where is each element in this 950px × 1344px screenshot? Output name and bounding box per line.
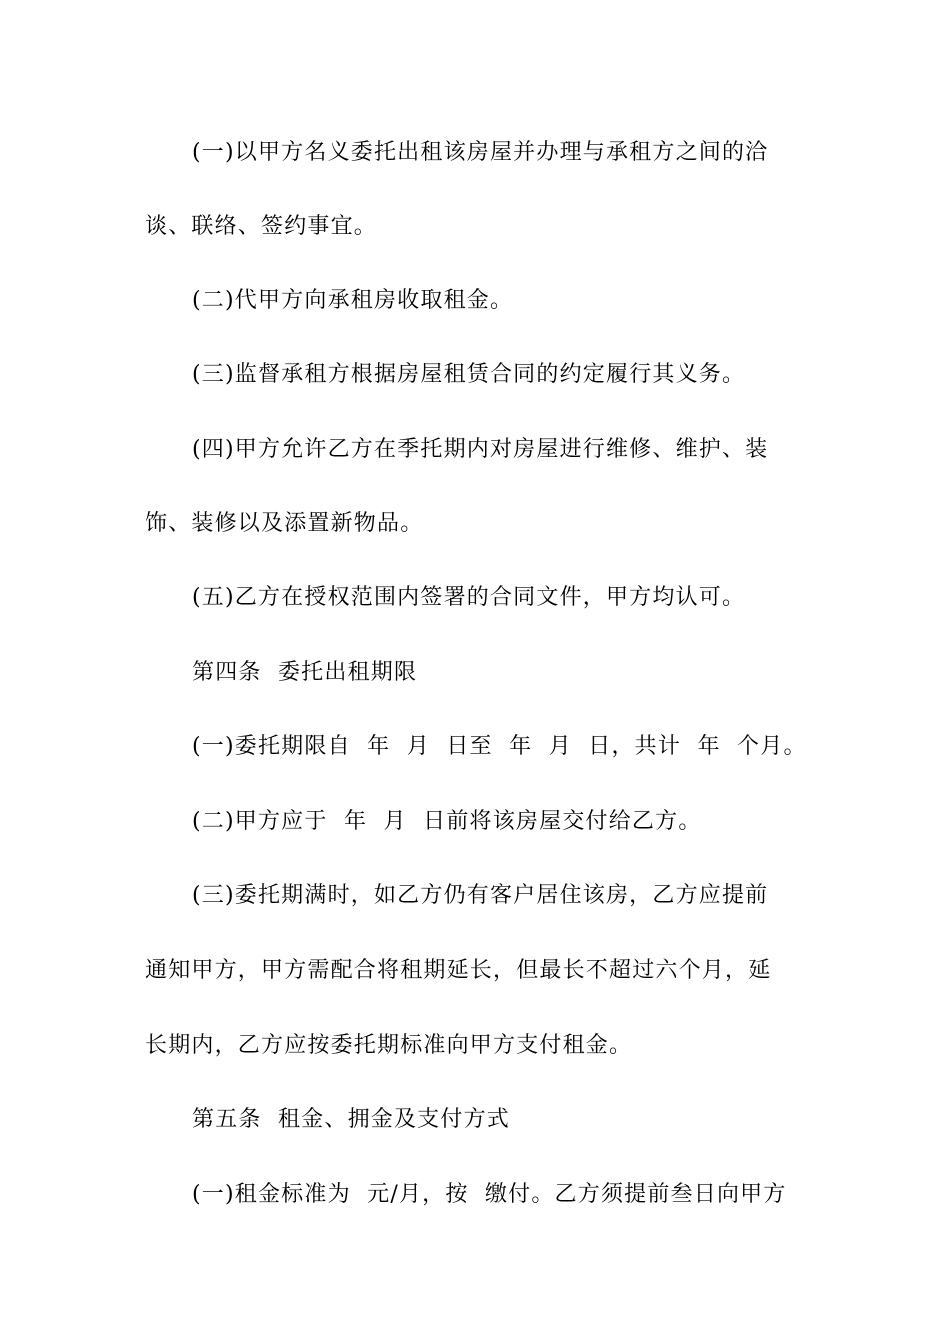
clause-5-item-1-line-1: (一)租金标准为 元/月，按 缴付。乙方须提前叁日向甲方 bbox=[192, 1182, 787, 1207]
clause-3-item-2: (二)代甲方向承租房收取租金。 bbox=[192, 288, 514, 313]
clause-3-item-1-line-1: (一)以甲方名义委托出租该房屋并办理与承租方之间的洽 bbox=[192, 140, 769, 165]
clause-3-item-4-line-2: 饰、装修以及添置新物品。 bbox=[145, 511, 424, 536]
clause-4-item-2: (二)甲方应于 年 月 日前将该房屋交付给乙方。 bbox=[192, 809, 702, 834]
clause-3-item-5: (五)乙方在授权范围内签署的合同文件，甲方均认可。 bbox=[192, 585, 746, 610]
clause-4-item-3-line-1: (三)委托期满时，如乙方仍有客户居住该房，乙方应提前 bbox=[192, 883, 769, 908]
clause-3-item-1-line-2: 谈、联络、签约事宜。 bbox=[145, 214, 378, 239]
clause-4-item-3-line-3: 长期内，乙方应按委托期标准向甲方支付租金。 bbox=[145, 1033, 633, 1058]
clause-4-heading: 第四条 委托出租期限 bbox=[192, 660, 418, 685]
clause-5-heading: 第五条 租金、拥金及支付方式 bbox=[192, 1107, 510, 1132]
clause-3-item-4-line-1: (四)甲方允许乙方在季托期内对房屋进行维修、维护、装 bbox=[192, 437, 769, 462]
clause-4-item-3-line-2: 通知甲方，甲方需配合将租期延长，但最长不超过六个月，延 bbox=[145, 958, 772, 983]
clause-4-item-1: (一)委托期限自 年 月 日至 年 月 日，共计 年 个月。 bbox=[192, 734, 807, 759]
clause-3-item-3: (三)监督承租方根据房屋租赁合同的约定履行其义务。 bbox=[192, 362, 746, 387]
